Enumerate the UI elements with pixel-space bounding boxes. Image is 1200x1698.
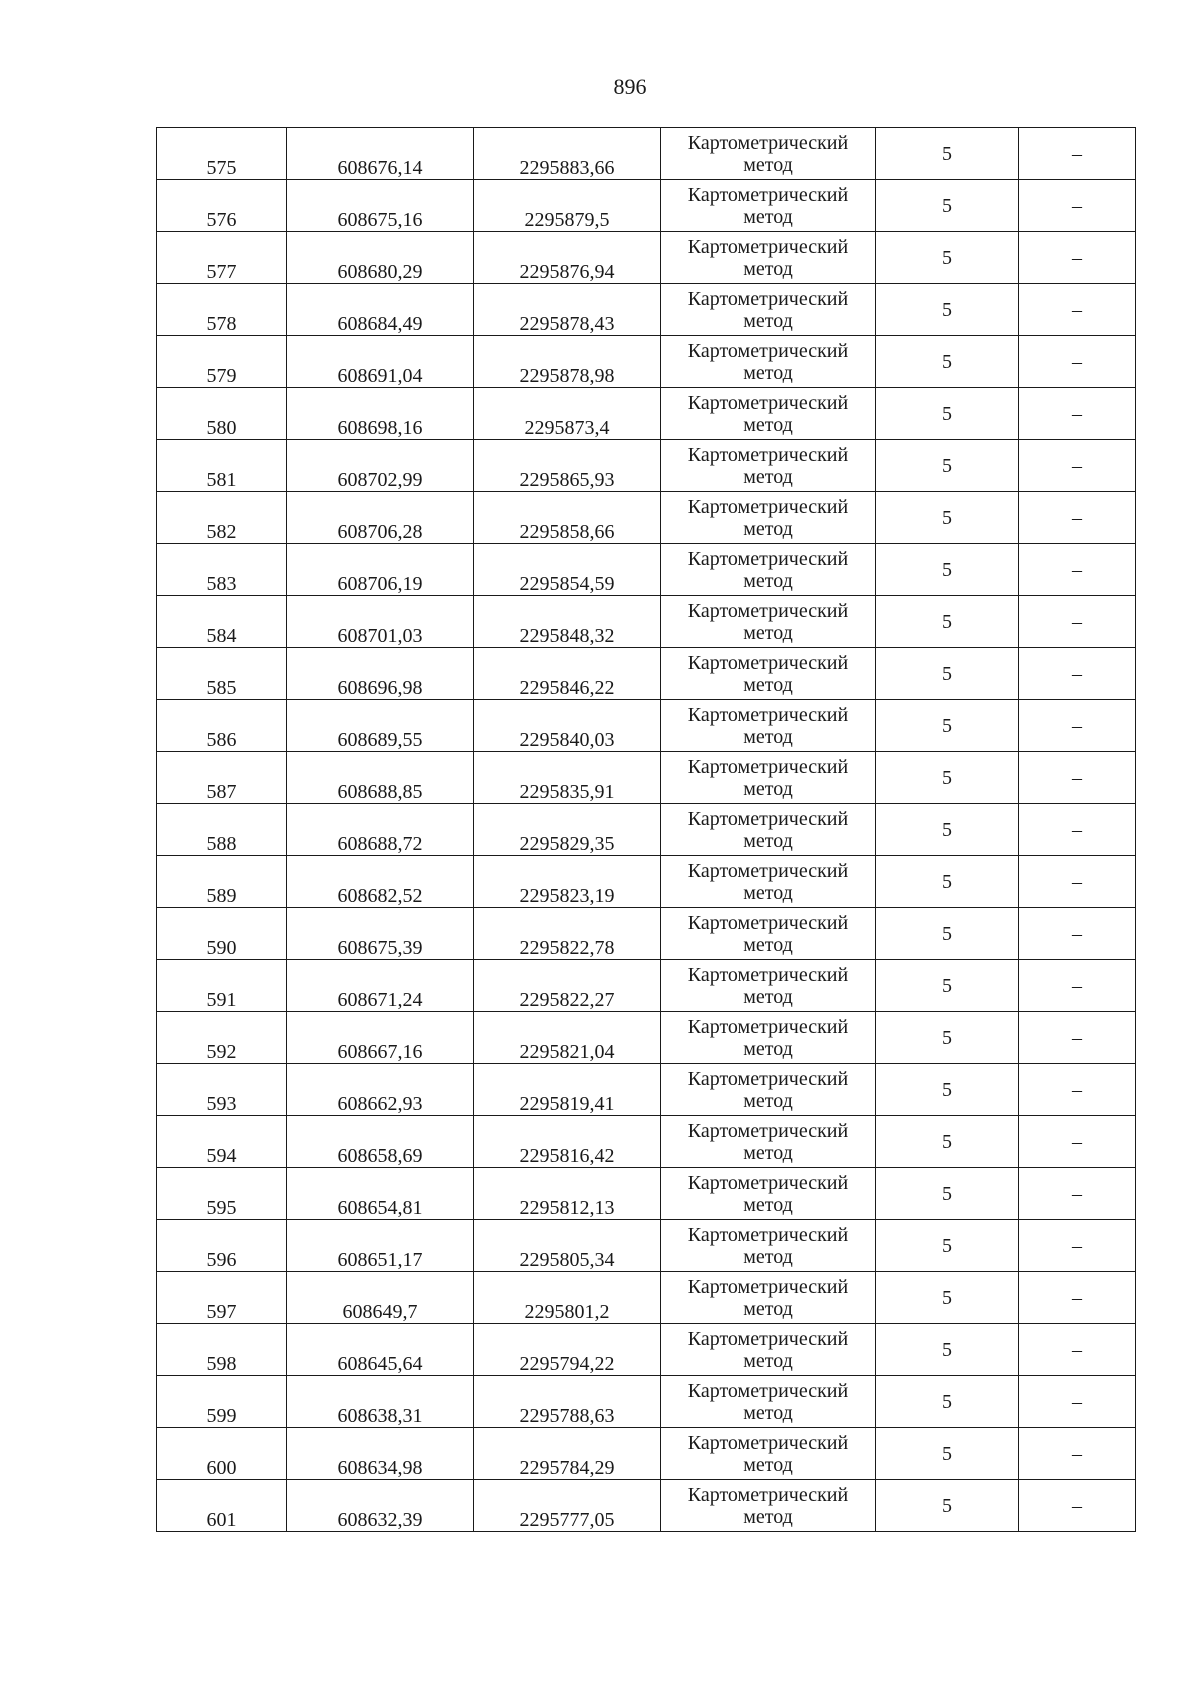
y-coordinate-cell: 2295873,4 [474, 388, 661, 440]
note-cell: – [1019, 856, 1136, 908]
method-line-1: Картометрический [687, 1119, 849, 1142]
point-number-cell: 601 [157, 1480, 287, 1532]
point-number-cell: 597 [157, 1272, 287, 1324]
method-cell [661, 1324, 876, 1376]
method-cell [661, 1272, 876, 1324]
table-row [157, 128, 1136, 180]
method-line-2: метод [743, 621, 793, 644]
point-number-cell: 575 [157, 128, 287, 180]
y-coordinate-cell: 2295840,03 [474, 700, 661, 752]
note-cell: – [1019, 492, 1136, 544]
accuracy-cell: 5 [876, 1376, 1019, 1428]
y-coordinate-cell: 2295794,22 [474, 1324, 661, 1376]
method-line-2: метод [743, 985, 793, 1008]
accuracy-cell: 5 [876, 1064, 1019, 1116]
method-cell [661, 804, 876, 856]
method-cell [661, 128, 876, 180]
note-cell: – [1019, 388, 1136, 440]
accuracy-cell: 5 [876, 700, 1019, 752]
method-line-2: метод [743, 517, 793, 540]
table-row [157, 1480, 1136, 1532]
coordinates-table [156, 127, 1136, 1532]
method-line-1: Картометрический [687, 1223, 849, 1246]
x-coordinate-cell: 608634,98 [287, 1428, 474, 1480]
x-coordinate-cell: 608632,39 [287, 1480, 474, 1532]
point-number-cell: 583 [157, 544, 287, 596]
table-row [157, 1168, 1136, 1220]
y-coordinate-cell: 2295865,93 [474, 440, 661, 492]
method-line-1: Картометрический [687, 807, 849, 830]
table-row [157, 856, 1136, 908]
point-number-cell: 590 [157, 908, 287, 960]
x-coordinate-cell: 608662,93 [287, 1064, 474, 1116]
method-line-1: Картометрический [687, 183, 849, 206]
method-line-1: Картометрический [687, 339, 849, 362]
point-number-cell: 577 [157, 232, 287, 284]
note-cell: – [1019, 1480, 1136, 1532]
method-cell [661, 440, 876, 492]
accuracy-cell: 5 [876, 1480, 1019, 1532]
note-cell: – [1019, 960, 1136, 1012]
accuracy-cell: 5 [876, 596, 1019, 648]
y-coordinate-cell: 2295784,29 [474, 1428, 661, 1480]
method-line-1: Картометрический [687, 599, 849, 622]
accuracy-cell: 5 [876, 1116, 1019, 1168]
y-coordinate-cell: 2295822,78 [474, 908, 661, 960]
point-number-cell: 579 [157, 336, 287, 388]
accuracy-cell: 5 [876, 180, 1019, 232]
method-line-1: Картометрический [687, 703, 849, 726]
method-line-2: метод [743, 309, 793, 332]
method-cell [661, 700, 876, 752]
x-coordinate-cell: 608638,31 [287, 1376, 474, 1428]
table-row [157, 752, 1136, 804]
accuracy-cell: 5 [876, 1220, 1019, 1272]
accuracy-cell: 5 [876, 492, 1019, 544]
point-number-cell: 587 [157, 752, 287, 804]
method-line-2: метод [743, 1037, 793, 1060]
method-cell [661, 648, 876, 700]
method-line-2: метод [743, 205, 793, 228]
method-line-2: метод [743, 1245, 793, 1268]
y-coordinate-cell: 2295878,98 [474, 336, 661, 388]
y-coordinate-cell: 2295854,59 [474, 544, 661, 596]
note-cell: – [1019, 1220, 1136, 1272]
x-coordinate-cell: 608680,29 [287, 232, 474, 284]
table-row [157, 804, 1136, 856]
method-line-2: метод [743, 933, 793, 956]
accuracy-cell: 5 [876, 128, 1019, 180]
accuracy-cell: 5 [876, 856, 1019, 908]
method-line-2: метод [743, 1193, 793, 1216]
method-line-1: Картометрический [687, 1379, 849, 1402]
note-cell: – [1019, 804, 1136, 856]
method-line-2: метод [743, 1141, 793, 1164]
method-line-2: метод [743, 569, 793, 592]
method-line-1: Картометрический [687, 1275, 849, 1298]
accuracy-cell: 5 [876, 908, 1019, 960]
y-coordinate-cell: 2295819,41 [474, 1064, 661, 1116]
accuracy-cell: 5 [876, 544, 1019, 596]
note-cell: – [1019, 1116, 1136, 1168]
y-coordinate-cell: 2295812,13 [474, 1168, 661, 1220]
note-cell: – [1019, 544, 1136, 596]
method-line-2: метод [743, 673, 793, 696]
method-line-1: Картометрический [687, 1171, 849, 1194]
accuracy-cell: 5 [876, 752, 1019, 804]
accuracy-cell: 5 [876, 648, 1019, 700]
accuracy-cell: 5 [876, 1012, 1019, 1064]
method-cell [661, 1220, 876, 1272]
table-row [157, 1272, 1136, 1324]
method-line-1: Картометрический [687, 131, 849, 154]
x-coordinate-cell: 608696,98 [287, 648, 474, 700]
method-cell [661, 284, 876, 336]
note-cell: – [1019, 1012, 1136, 1064]
table-row [157, 388, 1136, 440]
note-cell: – [1019, 1376, 1136, 1428]
method-cell [661, 336, 876, 388]
method-line-2: метод [743, 465, 793, 488]
table-row [157, 492, 1136, 544]
accuracy-cell: 5 [876, 440, 1019, 492]
method-line-1: Картометрический [687, 1483, 849, 1506]
point-number-cell: 580 [157, 388, 287, 440]
point-number-cell: 578 [157, 284, 287, 336]
point-number-cell: 585 [157, 648, 287, 700]
method-line-2: метод [743, 1089, 793, 1112]
method-cell [661, 388, 876, 440]
method-cell [661, 1116, 876, 1168]
method-line-1: Картометрический [687, 911, 849, 934]
x-coordinate-cell: 608649,7 [287, 1272, 474, 1324]
method-line-2: метод [743, 881, 793, 904]
method-cell [661, 544, 876, 596]
method-cell [661, 1012, 876, 1064]
point-number-cell: 593 [157, 1064, 287, 1116]
method-line-2: метод [743, 829, 793, 852]
table-row [157, 544, 1136, 596]
method-cell [661, 1376, 876, 1428]
accuracy-cell: 5 [876, 388, 1019, 440]
table-row [157, 284, 1136, 336]
method-cell [661, 1480, 876, 1532]
y-coordinate-cell: 2295835,91 [474, 752, 661, 804]
method-line-1: Картометрический [687, 963, 849, 986]
note-cell: – [1019, 336, 1136, 388]
method-cell [661, 180, 876, 232]
method-line-1: Картометрический [687, 443, 849, 466]
x-coordinate-cell: 608689,55 [287, 700, 474, 752]
method-cell [661, 492, 876, 544]
table-row [157, 1324, 1136, 1376]
method-line-2: метод [743, 1401, 793, 1424]
y-coordinate-cell: 2295878,43 [474, 284, 661, 336]
x-coordinate-cell: 608688,72 [287, 804, 474, 856]
table-row [157, 1376, 1136, 1428]
method-line-2: метод [743, 361, 793, 384]
method-cell [661, 232, 876, 284]
table-row [157, 232, 1136, 284]
table-row [157, 960, 1136, 1012]
point-number-cell: 600 [157, 1428, 287, 1480]
table-row [157, 1220, 1136, 1272]
method-line-1: Картометрический [687, 495, 849, 518]
note-cell: – [1019, 596, 1136, 648]
method-line-1: Картометрический [687, 1067, 849, 1090]
y-coordinate-cell: 2295777,05 [474, 1480, 661, 1532]
table-row [157, 440, 1136, 492]
method-line-1: Картометрический [687, 547, 849, 570]
point-number-cell: 576 [157, 180, 287, 232]
x-coordinate-cell: 608701,03 [287, 596, 474, 648]
y-coordinate-cell: 2295801,2 [474, 1272, 661, 1324]
y-coordinate-cell: 2295822,27 [474, 960, 661, 1012]
y-coordinate-cell: 2295876,94 [474, 232, 661, 284]
accuracy-cell: 5 [876, 1272, 1019, 1324]
x-coordinate-cell: 608671,24 [287, 960, 474, 1012]
method-cell [661, 960, 876, 1012]
y-coordinate-cell: 2295816,42 [474, 1116, 661, 1168]
method-line-1: Картометрический [687, 391, 849, 414]
note-cell: – [1019, 1064, 1136, 1116]
table-row [157, 596, 1136, 648]
method-line-1: Картометрический [687, 1015, 849, 1038]
point-number-cell: 598 [157, 1324, 287, 1376]
y-coordinate-cell: 2295848,32 [474, 596, 661, 648]
point-number-cell: 586 [157, 700, 287, 752]
method-cell [661, 752, 876, 804]
note-cell: – [1019, 700, 1136, 752]
accuracy-cell: 5 [876, 284, 1019, 336]
method-line-1: Картометрический [687, 235, 849, 258]
x-coordinate-cell: 608684,49 [287, 284, 474, 336]
point-number-cell: 581 [157, 440, 287, 492]
y-coordinate-cell: 2295805,34 [474, 1220, 661, 1272]
point-number-cell: 582 [157, 492, 287, 544]
y-coordinate-cell: 2295883,66 [474, 128, 661, 180]
note-cell: – [1019, 128, 1136, 180]
method-cell [661, 1428, 876, 1480]
method-line-1: Картометрический [687, 287, 849, 310]
method-line-1: Картометрический [687, 859, 849, 882]
point-number-cell: 584 [157, 596, 287, 648]
x-coordinate-cell: 608688,85 [287, 752, 474, 804]
note-cell: – [1019, 1324, 1136, 1376]
x-coordinate-cell: 608675,39 [287, 908, 474, 960]
method-line-2: метод [743, 1349, 793, 1372]
method-line-2: метод [743, 1505, 793, 1528]
x-coordinate-cell: 608667,16 [287, 1012, 474, 1064]
y-coordinate-cell: 2295829,35 [474, 804, 661, 856]
x-coordinate-cell: 608675,16 [287, 180, 474, 232]
y-coordinate-cell: 2295823,19 [474, 856, 661, 908]
y-coordinate-cell: 2295821,04 [474, 1012, 661, 1064]
method-cell [661, 908, 876, 960]
x-coordinate-cell: 608676,14 [287, 128, 474, 180]
x-coordinate-cell: 608706,19 [287, 544, 474, 596]
method-cell [661, 1168, 876, 1220]
x-coordinate-cell: 608691,04 [287, 336, 474, 388]
method-line-1: Картометрический [687, 755, 849, 778]
accuracy-cell: 5 [876, 1168, 1019, 1220]
point-number-cell: 595 [157, 1168, 287, 1220]
method-line-2: метод [743, 153, 793, 176]
accuracy-cell: 5 [876, 232, 1019, 284]
x-coordinate-cell: 608682,52 [287, 856, 474, 908]
accuracy-cell: 5 [876, 960, 1019, 1012]
x-coordinate-cell: 608654,81 [287, 1168, 474, 1220]
method-line-2: метод [743, 725, 793, 748]
x-coordinate-cell: 608698,16 [287, 388, 474, 440]
point-number-cell: 596 [157, 1220, 287, 1272]
method-line-1: Картометрический [687, 1431, 849, 1454]
note-cell: – [1019, 908, 1136, 960]
method-cell [661, 596, 876, 648]
x-coordinate-cell: 608645,64 [287, 1324, 474, 1376]
accuracy-cell: 5 [876, 1428, 1019, 1480]
point-number-cell: 588 [157, 804, 287, 856]
table-row [157, 1116, 1136, 1168]
note-cell: – [1019, 1168, 1136, 1220]
note-cell: – [1019, 752, 1136, 804]
method-line-2: метод [743, 1297, 793, 1320]
y-coordinate-cell: 2295858,66 [474, 492, 661, 544]
note-cell: – [1019, 180, 1136, 232]
method-line-1: Картометрический [687, 1327, 849, 1350]
note-cell: – [1019, 648, 1136, 700]
point-number-cell: 599 [157, 1376, 287, 1428]
accuracy-cell: 5 [876, 804, 1019, 856]
table-row [157, 180, 1136, 232]
point-number-cell: 591 [157, 960, 287, 1012]
accuracy-cell: 5 [876, 336, 1019, 388]
accuracy-cell: 5 [876, 1324, 1019, 1376]
x-coordinate-cell: 608651,17 [287, 1220, 474, 1272]
note-cell: – [1019, 284, 1136, 336]
table-row [157, 336, 1136, 388]
table-row [157, 1012, 1136, 1064]
note-cell: – [1019, 232, 1136, 284]
y-coordinate-cell: 2295788,63 [474, 1376, 661, 1428]
method-cell [661, 1064, 876, 1116]
table-row [157, 1428, 1136, 1480]
table-row [157, 700, 1136, 752]
method-line-2: метод [743, 1453, 793, 1476]
note-cell: – [1019, 1428, 1136, 1480]
table-row [157, 648, 1136, 700]
note-cell: – [1019, 1272, 1136, 1324]
x-coordinate-cell: 608658,69 [287, 1116, 474, 1168]
point-number-cell: 594 [157, 1116, 287, 1168]
table-row [157, 908, 1136, 960]
page-number: 896 [613, 74, 647, 99]
table-body [157, 128, 1136, 1532]
method-line-1: Картометрический [687, 651, 849, 674]
x-coordinate-cell: 608706,28 [287, 492, 474, 544]
method-line-2: метод [743, 257, 793, 280]
table-row [157, 1064, 1136, 1116]
method-cell [661, 856, 876, 908]
y-coordinate-cell: 2295846,22 [474, 648, 661, 700]
note-cell: – [1019, 440, 1136, 492]
point-number-cell: 589 [157, 856, 287, 908]
x-coordinate-cell: 608702,99 [287, 440, 474, 492]
point-number-cell: 592 [157, 1012, 287, 1064]
y-coordinate-cell: 2295879,5 [474, 180, 661, 232]
method-line-2: метод [743, 413, 793, 436]
method-line-2: метод [743, 777, 793, 800]
